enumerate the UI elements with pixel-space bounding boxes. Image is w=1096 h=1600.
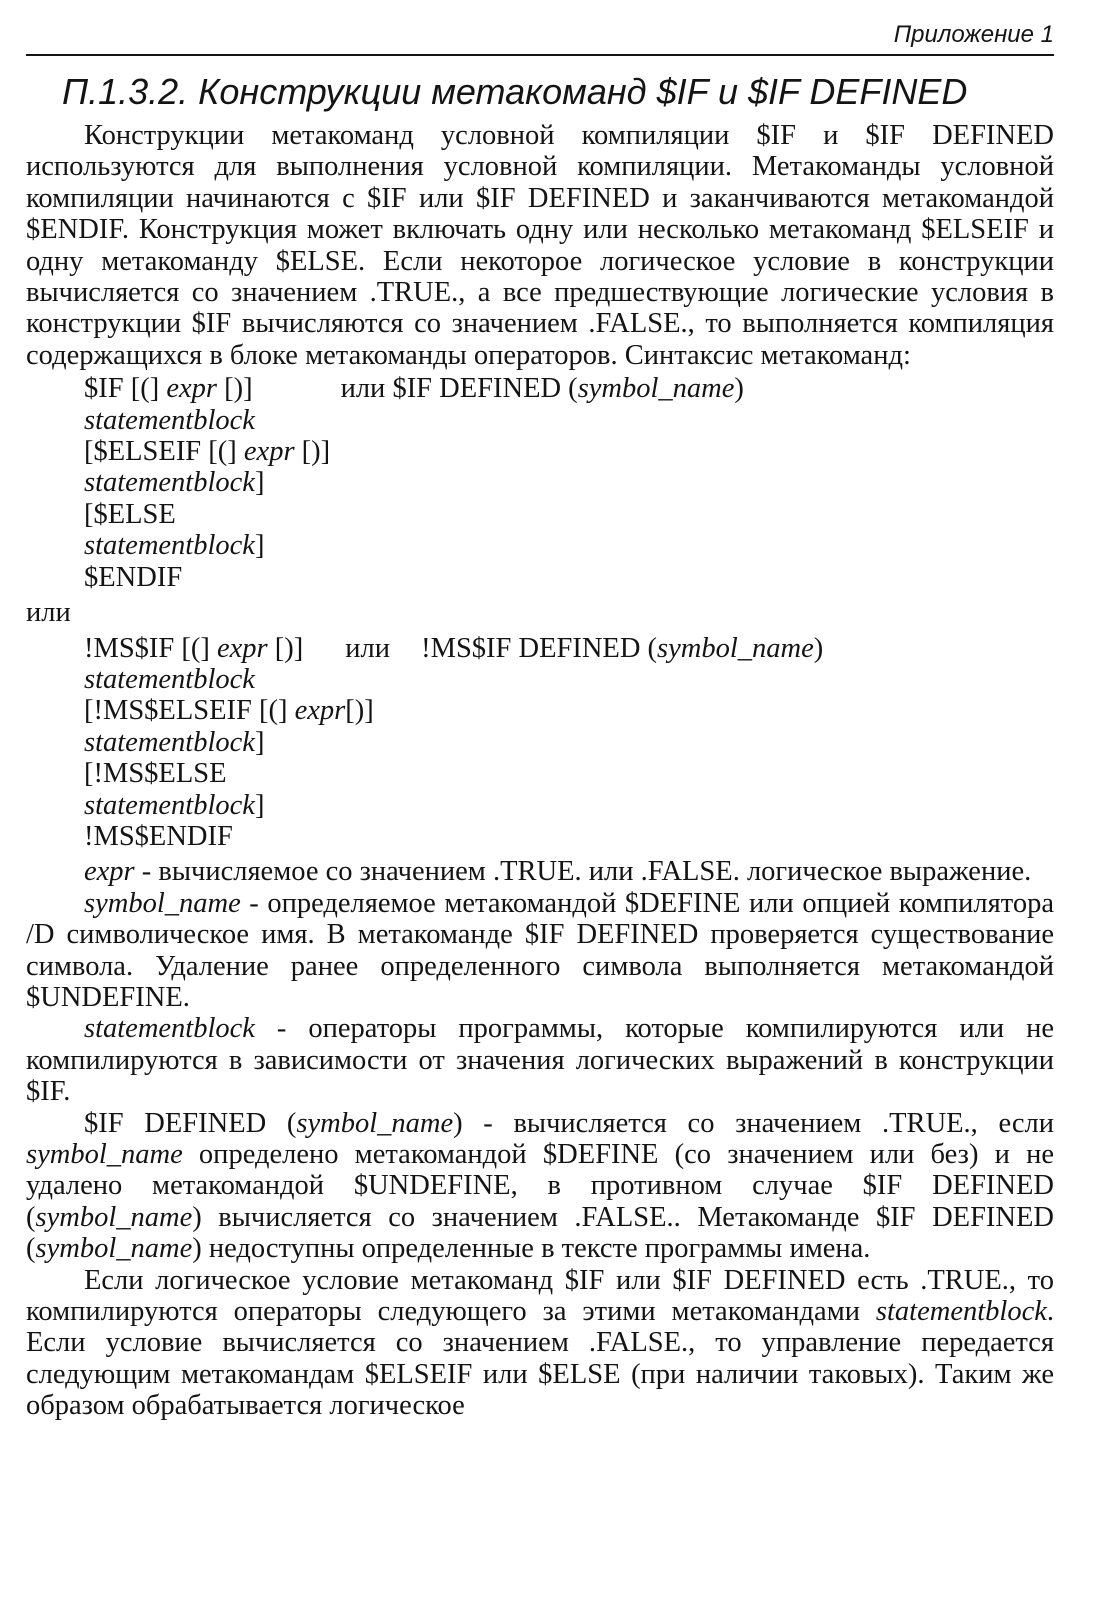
running-title: Приложение 1 (893, 21, 1054, 48)
term-symbol-name: symbol_name (84, 887, 241, 919)
syntax-block-ms (84, 633, 1054, 853)
term-expr: expr (84, 856, 135, 888)
syntax-line: statementblock] (84, 726, 265, 758)
syntax-line: $ENDIF (84, 561, 183, 593)
syntax-line: [!MS$ELSEIF [(] expr[)] (84, 695, 374, 727)
running-header (26, 18, 1054, 56)
section-title: П.1.3.2. Конструкции метакоманд $IF и $IF DEFINED (62, 71, 968, 112)
syntax-line: [!MS$ELSE (84, 758, 227, 790)
syntax-line: !MS$IF [(] expr [)] или !MS$IF DEFINED (symbol_name) (84, 632, 824, 664)
or-separator: или (26, 597, 71, 629)
term-statementblock: statementblock (84, 1013, 255, 1045)
def-expr: expr - вычисляемое со значением .TRUE. или .FALSE. логическое выражение. (84, 856, 1032, 888)
syntax-line: statementblock (84, 404, 255, 436)
page-content (26, 70, 1054, 1422)
syntax-line: [$ELSEIF [(] expr [)] (84, 436, 331, 468)
syntax-line: !MS$ENDIF (84, 820, 233, 852)
final-paragraph: Если логическое условие метакоманд $IF или $IF DEFINED есть .TRUE., то компилируются операторы следующего за этими метакомандами statementblock. Если условие вычисляется со значением .FALSE., то управление передается следующим метакомандам $ELSEIF или $ELSE (при наличии таковых). Таким же образом обрабатывается логическое (26, 1264, 1054, 1422)
intro-paragraph: Конструкции метакоманд условной компиляции $IF и $IF DEFINED используются для выполнения условной компиляции. Метакоманды условной компиляции начинаются с $IF или $IF DEFINED и заканчиваются метакомандой $ENDIF. Конструкция может включать одну или несколько метакоманд $ELSEIF и одну метакоманду $ELSE. Если некоторое логическое условие в конструкции вычисляется со значением .TRUE., а все предшествующие логические условия в конструкции $IF вычисляются со значением .FALSE., то выполняется компиляция содержащихся в блоке метакоманды операторов. Синтаксис метакоманд: (26, 120, 1054, 371)
syntax-line: $IF [(] expr [)] или $IF DEFINED (symbol_name) (84, 373, 744, 405)
syntax-line: statementblock] (84, 467, 265, 499)
syntax-line: statementblock] (84, 530, 265, 562)
defined-paragraph: $IF DEFINED (symbol_name) - вычисляется со значением .TRUE., если symbol_name определено метакомандой $DEFINE (со значением или без) и не удалено метакомандой $UNDEFINE, в противном случае $IF DEFINED (symbol_name) вычисляется со значением .FALSE.. Метакоманде $IF DEFINED (symbol_name) недоступны определенные в тексте программы имена. (26, 1107, 1054, 1265)
syntax-line: [$ELSE (84, 498, 176, 530)
syntax-line: statementblock] (84, 789, 265, 821)
syntax-line: statementblock (84, 663, 255, 695)
def-symbol-name: symbol_name - определяемое метакомандой $DEFINE или опцией компилятора /D символическое имя. В метакоманде $IF DEFINED проверяется существование символа. Удаление ранее определенного символа выполняется метакомандой $UNDEFINE. (26, 887, 1054, 1013)
def-statementblock: statementblock - операторы программы, которые компилируются или не компилируются в зависимости от значения логических выражений в конструкции $IF. (26, 1013, 1054, 1108)
syntax-block-dollar (84, 373, 1054, 593)
